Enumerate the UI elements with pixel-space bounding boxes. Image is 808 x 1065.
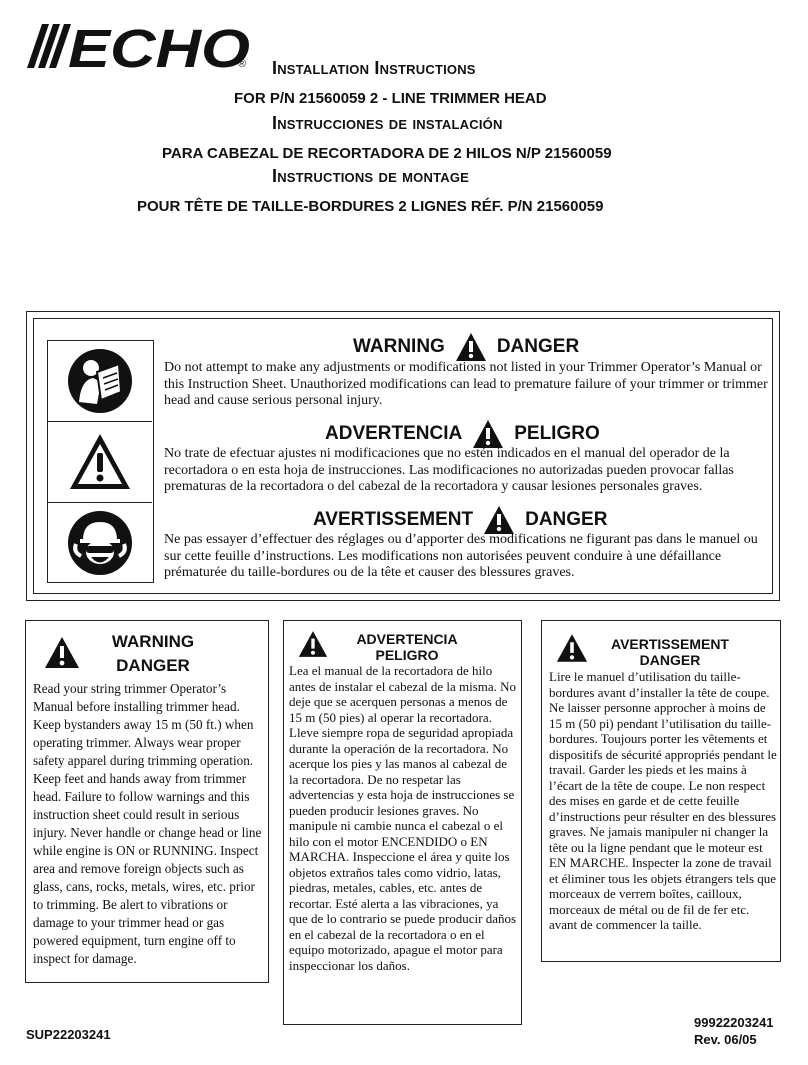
footer-revision: Rev. 06/05 — [694, 1032, 757, 1047]
warning-body-french: Ne pas essayer d’effectuer des réglages ou d’apporter des modifications ne figurant pas dans le manuel ou sur cette feuille d’instructions. Les modifications non autorisées peuvent conduire à une défaillance prématurée du taille-bordures ou de la tête et causer des blessures graves. — [164, 532, 758, 580]
danger-label: DANGER — [496, 336, 580, 357]
footer-left-code: SUP22203241 — [26, 1027, 111, 1042]
warning-triangle-icon — [44, 636, 80, 669]
read-manual-icon — [48, 341, 152, 422]
column-english-warning: WARNING — [111, 632, 195, 651]
subtitle-spanish: PARA CABEZAL DE RECORTADORA DE 2 HILOS N/P 21560059 — [162, 145, 612, 162]
warning-triangle-icon — [48, 422, 152, 503]
peligro-label: PELIGRO — [514, 423, 600, 444]
title-french: Instructions de montage — [272, 166, 470, 186]
column-spanish-advertencia: ADVERTENCIA — [356, 631, 458, 647]
warning-heading-spanish — [325, 419, 600, 449]
column-spanish-body: Lea el manual de la recortadora de hilo antes de instalar el cabezal de la misma. No deje que se acerquen personas a menos de 15 m (50 pies) al operar la recortadora. Lleve siempre ropa de seguridad apropiada durante la operación de la recortadora. No acerque los pies y las manos al cabezal de la recortadora. De no respetar las advertencias y esta hoja de instrucciones se pueden producir lesiones graves. No manipule ni cambie nunca el cabezal o el hilo con el motor ENCENDIDO o EN MARCHA. Inspeccione el área y quite los objetos extraños tales como vidrio, latas, piedras, metales, cables, etc. antes de recortar. Esté alerta a las vibraciones, ya que de lo contrario se puede producir daños en el cabezal de la recortadora o en el equipo motorizado, apague el motor para inspeccionar los daños. — [289, 663, 517, 973]
danger-label: DANGER — [525, 509, 608, 530]
footer-right-code: 99922203241 — [694, 1015, 774, 1030]
warning-triangle-icon — [472, 419, 504, 449]
warning-heading-english — [353, 332, 579, 362]
column-spanish-heading — [332, 631, 482, 663]
warning-heading-french — [313, 505, 607, 535]
warning-triangle-icon — [298, 630, 328, 658]
advertencia-label: ADVERTENCIA — [325, 423, 463, 444]
subtitle-french: POUR TÊTE DE TAILLE-BORDURES 2 LIGNES RÉF. P/N 21560059 — [137, 198, 604, 215]
title-english: Installation Instructions — [272, 58, 476, 78]
registered-mark: ® — [238, 58, 247, 70]
echo-logo — [22, 18, 254, 74]
column-french-danger: DANGER — [639, 652, 701, 668]
warning-triangle-icon — [455, 332, 487, 362]
column-french-avertissement: AVERTISSEMENT — [611, 636, 729, 652]
svg-text:ECHO: ECHO — [68, 19, 250, 74]
avertissement-label: AVERTISSEMENT — [313, 509, 474, 530]
warning-label: WARNING — [353, 336, 445, 357]
subtitle-english: FOR P/N 21560059 2 - LINE TRIMMER HEAD — [234, 90, 547, 107]
column-french-body: Lire le manuel d’utilisation du taille-bordures avant d’installer la tête de coupe. Ne laisser personne approcher à moins de 15 m (50 pi) pendant l’utilisation du taille-bordures. Toujours porter les vêtements et dispositifs de sécurité appropriés pendant le travail. Garder les pieds et les mains à l’écart de la tête de coupe. Le non respect des mises en garde et de cette feuille d’instructions peur résulter en des blessures graves. Ne jamais manipuler ni changer la tête ou la ligne pendant que le moteur est EN MARCHE. Inspecter la zone de travail et éliminer tous les objets étrangers tels que morceaux de verrem boîtes, cailloux, morceaux de métal ou de fil de fer etc. avant de commencer la taille. — [549, 669, 777, 932]
safety-gear-icon — [48, 503, 152, 583]
column-spanish-peligro: PELIGRO — [375, 647, 439, 663]
column-english-danger: DANGER — [116, 656, 190, 675]
warning-triangle-icon — [556, 633, 588, 663]
column-english-heading — [92, 630, 214, 678]
warning-body-english: Do not attempt to make any adjustments or modifications not listed in your Trimmer Operator’s Manual or this Instruction Sheet. Unauthorized modifications can lead to premature failure of your trimmer or trimmer head and cause serious personal injury. — [164, 360, 768, 408]
warning-triangle-icon — [483, 505, 515, 535]
title-spanish: Instrucciones de instalación — [272, 113, 503, 133]
column-english-body: Read your string trimmer Operator’s Manual before installing trimmer head. Keep bystanders away 15 m (50 ft.) when operating trimmer. Always wear proper safety apparel during trimming operation. Keep feet and hands away from trimmer head. Failure to follow warnings and this instruction sheet could result in serious injury. Never handle or change head or line while engine is ON or RUNNING. Inspect area and remove foreign objects such as glass, cans, rocks, metals, wires, etc. prior to trimming. Be alert to vibrations or damage to your trimmer head or gas powered equipment, turn engine off to inspect for damage. — [33, 681, 262, 966]
safety-icons-column — [47, 340, 154, 583]
column-french-heading — [588, 636, 752, 668]
warning-body-spanish: No trate de efectuar ajustes ni modificaciones que no estén indicados en el manual del operador de la recortadora o en esta hoja de instrucciones. Las modificaciones no autorizadas pueden provocar fallas prematuras de la recortadora o del cabezal de la recortadora y causar lesiones personales graves. — [164, 446, 734, 494]
